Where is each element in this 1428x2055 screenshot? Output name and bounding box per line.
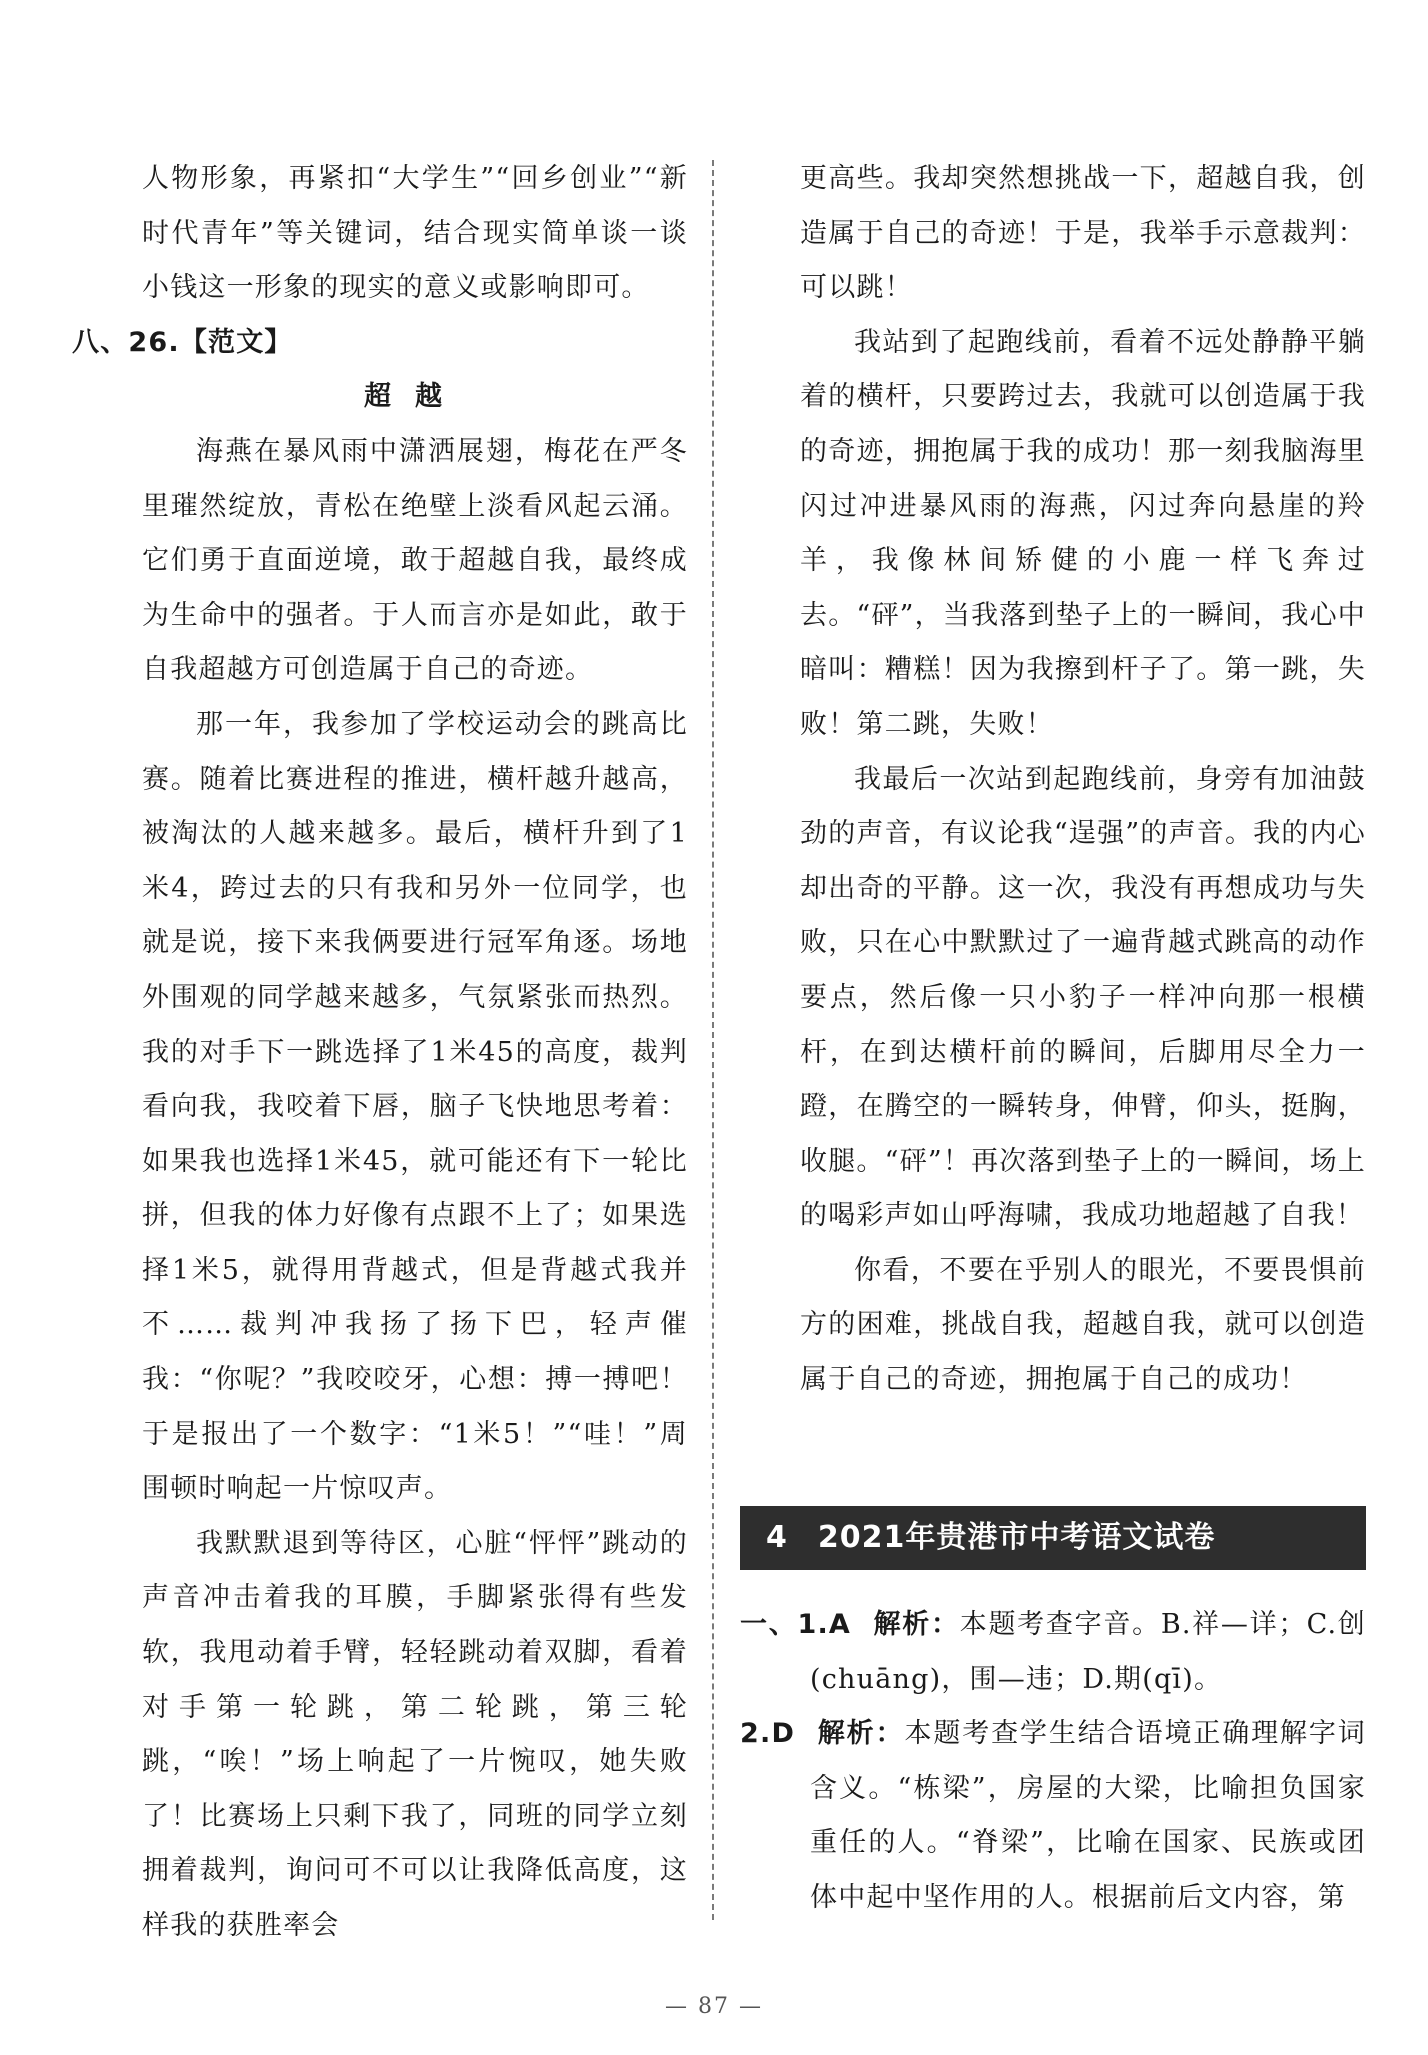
answer-label: 2.D — [740, 1718, 796, 1750]
answer-item — [740, 1707, 1366, 1925]
banner-number: 4 — [766, 1520, 788, 1555]
essay-paragraph: 我默默退到等待区，心脏“怦怦”跳动的声音冲击着我的耳膜，手脚紧张得有些发软，我甩动着手臂，轻轻跳动着双脚，看着对手第一轮跳，第二轮跳，第三轮跳，“唉！”场上响起了一片惋叹，她失败了！比赛场上只剩下我了，同班的同学立刻拥着裁判，询问可不可以让我降低高度，这样我的获胜率会 — [142, 1527, 688, 1941]
answer-text: 本题考查学生结合语境正确理解字词含义。“栋梁”，房屋的大梁，比喻担负国家重任的人。“脊梁”，比喻在国家、民族或团体中起中坚作用的人。根据前后文内容，第 — [810, 1718, 1366, 1913]
intro-text: 人物形象，再紧扣“大学生”“回乡创业”“新时代青年”等关键词，结合现实简单谈一谈小钱这一形象的现实的意义或影响即可。 — [142, 163, 688, 304]
left-column — [72, 152, 688, 1954]
essay-paragraph: 我站到了起跑线前，看着不远处静静平躺着的横杆，只要跨过去，我就可以创造属于我的奇迹，拥抱属于我的成功！那一刻我脑海里闪过冲进暴风雨的海燕，闪过奔向悬崖的羚羊，我像林间矫健的小鹿一样飞奔过去。“砰”，当我落到垫子上的一瞬间，我心中暗叫：糟糕！因为我擦到杆子了。第一跳，失败！第二跳，失败！ — [800, 326, 1366, 740]
answer-list — [740, 1598, 1366, 1926]
exam-section-banner — [740, 1506, 1366, 1570]
right-column — [800, 152, 1366, 1408]
answer-item — [740, 1598, 1366, 1707]
column-divider — [712, 160, 714, 1920]
essay-paragraph: 海燕在暴风雨中潇洒展翅，梅花在严冬里璀然绽放，青松在绝壁上淡看风起云涌。它们勇于直面逆境，敢于超越自我，最终成为生命中的强者。于人而言亦是如此，敢于自我超越方可创造属于自己的奇迹。 — [142, 435, 688, 686]
essay-title: 超越 — [364, 381, 466, 413]
banner-title: 2021年贵港市中考语文试卷 — [817, 1520, 1216, 1555]
answer-text: 本题考查字音。B.祥—详；C.创(chuāng)，围—违；D.期(qī)。 — [810, 1609, 1366, 1695]
analysis-keyword: 解析： — [817, 1718, 905, 1750]
analysis-keyword: 解析： — [873, 1609, 960, 1640]
essay-paragraph: 你看，不要在乎别人的眼光，不要畏惧前方的困难，挑战自我，超越自我，就可以创造属于自己的奇迹，拥抱属于自己的成功！ — [800, 1254, 1366, 1396]
page-number: — 87 — — [665, 1994, 763, 2019]
essay-paragraph: 更高些。我却突然想挑战一下，超越自我，创造属于自己的奇迹！于是，我举手示意裁判：可以跳！ — [800, 163, 1366, 304]
essay-paragraph: 我最后一次站到起跑线前，身旁有加油鼓劲的声音，有议论我“逞强”的声音。我的内心却出奇的平静。这一次，我没有再想成功与失败，只在心中默默过了一遍背越式跳高的动作要点，然后像一只小豹子一样冲向那一根横杆，在到达横杆前的瞬间，后脚用尽全力一蹬，在腾空的一瞬转身，伸臂，仰头，挺胸，收腿。“砰”！再次落到垫子上的一瞬间，场上的喝彩声如山呼海啸，我成功地超越了自我！ — [800, 763, 1366, 1232]
essay-paragraph: 那一年，我参加了学校运动会的跳高比赛。随着比赛进程的推进，横杆越升越高，被淘汰的人越来越多。最后，横杆升到了1米4，跨过去的只有我和另外一位同学，也就是说，接下来我俩要进行冠军角逐。场地外围观的同学越来越多，气氛紧张而热烈。我的对手下一跳选择了1米45的高度，裁判看向我，我咬着下唇，脑子飞快地思考着：如果我也选择1米45，就可能还有下一轮比拼，但我的体力好像有点跟不上了；如果选择1米5，就得用背越式，但是背越式我并不……裁判冲我扬了扬下巴，轻声催我：“你呢？”我咬咬牙，心想：搏一搏吧！于是报出了一个数字：“1米5！”“哇！”周围顿时响起一片惊叹声。 — [142, 708, 688, 1505]
answer-label: 一、1.A — [740, 1609, 851, 1640]
section-heading: 八、26.【范文】 — [72, 326, 293, 358]
